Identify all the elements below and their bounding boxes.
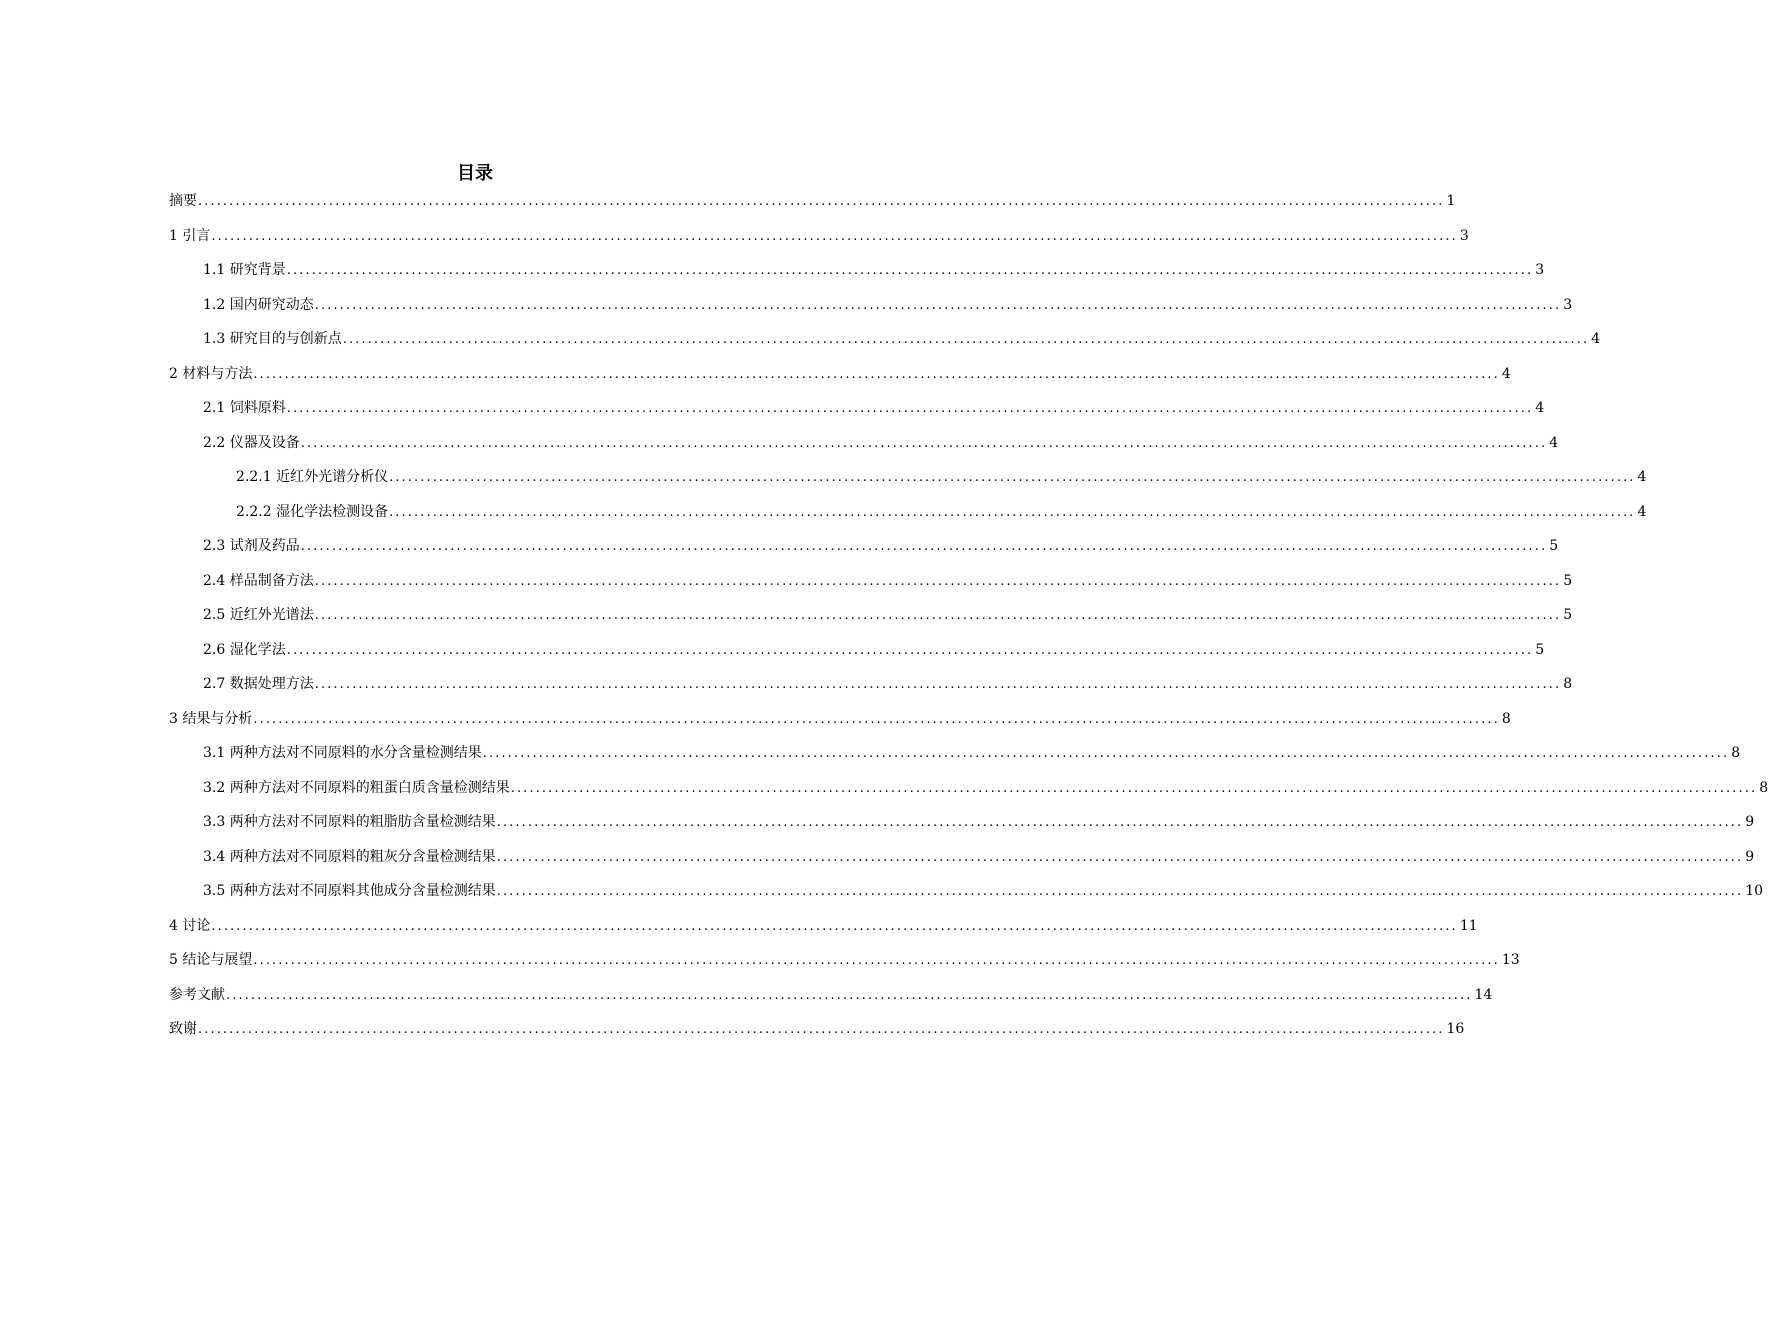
toc-entry-page-number: 9	[1745, 814, 1755, 831]
toc-entry[interactable]	[0, 253, 1545, 288]
toc-entry-label: 2.2 仪器及设备	[203, 434, 300, 451]
toc-entry[interactable]	[0, 943, 1520, 978]
toc-dot-leader: ........................................................................................................................................................................................................	[286, 401, 1534, 417]
toc-entry-page-number: 4	[1501, 365, 1511, 382]
toc-entry[interactable]	[0, 529, 1559, 564]
toc-entry[interactable]	[0, 771, 1768, 806]
toc-entry-label: 3.3 两种方法对不同原料的粗脂肪含量检测结果	[203, 814, 496, 831]
toc-entry-page-number: 8	[1731, 745, 1741, 762]
toc-entry[interactable]	[0, 736, 1741, 771]
toc-entry-label: 3.2 两种方法对不同原料的粗蛋白质含量检测结果	[203, 779, 510, 796]
toc-entry-label: 参考文献	[169, 986, 225, 1003]
toc-dot-leader: ........................................................................................................................................................................................................	[198, 194, 1445, 210]
toc-entry-label: 1.3 研究目的与创新点	[203, 331, 342, 348]
toc-dot-leader: ........................................................................................................................................................................................................	[510, 780, 1758, 796]
toc-entry-page-number: 16	[1446, 1021, 1465, 1038]
toc-entry-label: 2.6 湿化学法	[203, 641, 286, 658]
toc-entry-label: 3.5 两种方法对不同原料其他成分含量检测结果	[203, 883, 496, 900]
toc-entry-page-number: 14	[1474, 986, 1493, 1003]
toc-entry[interactable]	[0, 702, 1511, 737]
toc-entry-page-number: 5	[1563, 607, 1573, 624]
toc-entry[interactable]	[0, 909, 1478, 944]
toc-entry[interactable]	[0, 598, 1573, 633]
toc-entry[interactable]	[0, 495, 1647, 530]
toc-entry[interactable]	[0, 426, 1559, 461]
toc-entry[interactable]	[0, 219, 1469, 254]
toc-entry[interactable]	[0, 391, 1545, 426]
toc-dot-leader: ........................................................................................................................................................................................................	[286, 263, 1534, 279]
toc-entry[interactable]	[0, 805, 1755, 840]
toc-entry-label: 2.1 饲料原料	[203, 400, 286, 417]
toc-entry-label: 1.1 研究背景	[203, 262, 286, 279]
toc-entry-page-number: 1	[1446, 193, 1456, 210]
toc-entry[interactable]	[0, 874, 1764, 909]
toc-entry-label: 2.2.1 近红外光谱分析仪	[236, 469, 389, 486]
toc-dot-leader: ........................................................................................................................................................................................................	[314, 297, 1562, 313]
toc-entry-label: 摘要	[169, 193, 197, 210]
toc-dot-leader: ........................................................................................................................................................................................................	[211, 228, 1458, 244]
toc-entry-page-number: 8	[1759, 779, 1768, 796]
toc-list	[0, 184, 1768, 1047]
toc-entry-label: 3 结果与分析	[169, 710, 253, 727]
toc-dot-leader: ........................................................................................................................................................................................................	[389, 470, 1636, 486]
toc-entry-label: 1 引言	[169, 227, 211, 244]
toc-dot-leader: ........................................................................................................................................................................................................	[211, 918, 1458, 934]
toc-entry-label: 2 材料与方法	[169, 365, 253, 382]
toc-dot-leader: ........................................................................................................................................................................................................	[300, 539, 1548, 555]
toc-entry-page-number: 4	[1549, 434, 1559, 451]
toc-entry-page-number: 5	[1549, 538, 1559, 555]
toc-entry-label: 2.7 数据处理方法	[203, 676, 314, 693]
toc-entry-label: 5 结论与展望	[169, 952, 253, 969]
toc-dot-leader: ........................................................................................................................................................................................................	[482, 746, 1730, 762]
toc-entry-page-number: 4	[1591, 331, 1601, 348]
toc-entry[interactable]	[0, 357, 1511, 392]
toc-entry-label: 2.5 近红外光谱法	[203, 607, 314, 624]
toc-dot-leader: ........................................................................................................................................................................................................	[496, 884, 1744, 900]
toc-entry-page-number: 8	[1501, 710, 1511, 727]
toc-entry[interactable]	[0, 322, 1601, 357]
toc-entry-label: 致谢	[169, 1021, 197, 1038]
toc-entry-page-number: 3	[1535, 262, 1545, 279]
toc-entry-page-number: 3	[1563, 296, 1573, 313]
toc-dot-leader: ........................................................................................................................................................................................................	[300, 435, 1548, 451]
toc-entry[interactable]	[0, 667, 1573, 702]
toc-entry[interactable]	[0, 460, 1647, 495]
toc-entry[interactable]	[0, 840, 1755, 875]
toc-dot-leader: ........................................................................................................................................................................................................	[496, 849, 1744, 865]
toc-dot-leader: ........................................................................................................................................................................................................	[253, 711, 1500, 727]
toc-dot-leader: ........................................................................................................................................................................................................	[314, 677, 1562, 693]
toc-entry[interactable]	[0, 978, 1493, 1013]
toc-entry-page-number: 4	[1535, 400, 1545, 417]
toc-entry-label: 1.2 国内研究动态	[203, 296, 314, 313]
toc-dot-leader: ........................................................................................................................................................................................................	[253, 953, 1500, 969]
toc-entry[interactable]	[0, 1012, 1465, 1047]
toc-dot-leader: ........................................................................................................................................................................................................	[226, 987, 1473, 1003]
toc-entry-label: 3.1 两种方法对不同原料的水分含量检测结果	[203, 745, 482, 762]
toc-entry[interactable]	[0, 288, 1573, 323]
toc-entry-label: 2.4 样品制备方法	[203, 572, 314, 589]
toc-entry[interactable]	[0, 564, 1573, 599]
toc-dot-leader: ........................................................................................................................................................................................................	[286, 642, 1534, 658]
toc-entry-page-number: 4	[1637, 503, 1647, 520]
toc-dot-leader: ........................................................................................................................................................................................................	[198, 1022, 1445, 1038]
toc-entry-page-number: 8	[1563, 676, 1573, 693]
toc-dot-leader: ........................................................................................................................................................................................................	[314, 608, 1562, 624]
toc-entry-label: 2.3 试剂及药品	[203, 538, 300, 555]
toc-entry-label: 2.2.2 湿化学法检测设备	[236, 503, 389, 520]
toc-entry-page-number: 10	[1745, 883, 1764, 900]
toc-entry[interactable]	[0, 633, 1545, 668]
toc-entry-page-number: 5	[1563, 572, 1573, 589]
toc-entry-label: 4 讨论	[169, 917, 211, 934]
toc-entry-page-number: 5	[1535, 641, 1545, 658]
toc-dot-leader: ........................................................................................................................................................................................................	[496, 815, 1744, 831]
toc-entry-page-number: 4	[1637, 469, 1647, 486]
toc-dot-leader: ........................................................................................................................................................................................................	[314, 573, 1562, 589]
toc-dot-leader: ........................................................................................................................................................................................................	[342, 332, 1590, 348]
toc-entry-page-number: 13	[1501, 952, 1520, 969]
toc-entry-page-number: 9	[1745, 848, 1755, 865]
toc-title: 目录	[457, 163, 493, 184]
toc-entry-page-number: 11	[1459, 917, 1478, 934]
toc-dot-leader: ........................................................................................................................................................................................................	[389, 504, 1636, 520]
toc-dot-leader: ........................................................................................................................................................................................................	[253, 366, 1500, 382]
toc-entry-page-number: 3	[1459, 227, 1469, 244]
toc-entry-label: 3.4 两种方法对不同原料的粗灰分含量检测结果	[203, 848, 496, 865]
toc-entry[interactable]	[0, 184, 1456, 219]
